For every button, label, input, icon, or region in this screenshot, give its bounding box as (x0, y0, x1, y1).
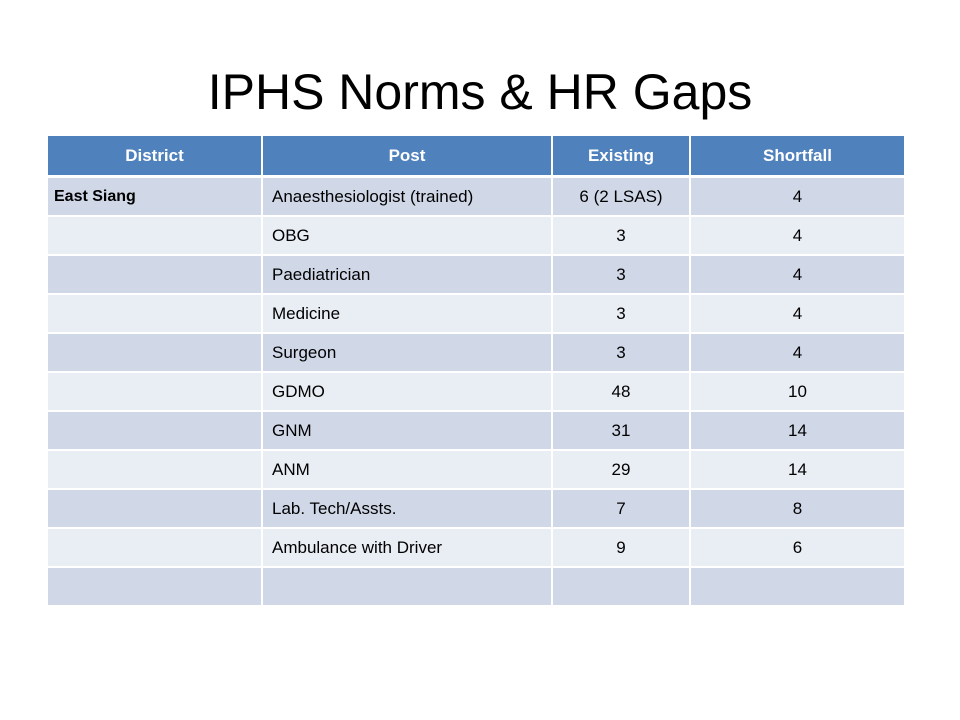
cell-existing: 9 (552, 528, 690, 567)
cell-district: East Siang (48, 177, 262, 217)
table-row (48, 528, 904, 567)
cell-existing: 31 (552, 411, 690, 450)
cell-shortfall: 4 (690, 333, 904, 372)
table-row (48, 177, 904, 217)
cell-existing: 3 (552, 333, 690, 372)
table-row (48, 567, 904, 606)
cell-shortfall: 4 (690, 177, 904, 217)
cell-district (48, 528, 262, 567)
table-row (48, 411, 904, 450)
cell-post: ANM (262, 450, 552, 489)
cell-post: Ambulance with Driver (262, 528, 552, 567)
cell-district (48, 294, 262, 333)
cell-post: GNM (262, 411, 552, 450)
column-header-district: District (48, 136, 262, 177)
cell-existing: 6 (2 LSAS) (552, 177, 690, 217)
cell-existing: 3 (552, 255, 690, 294)
cell-shortfall: 6 (690, 528, 904, 567)
cell-shortfall: 14 (690, 450, 904, 489)
cell-district (48, 372, 262, 411)
cell-shortfall: 8 (690, 489, 904, 528)
table-row (48, 450, 904, 489)
cell-existing: 29 (552, 450, 690, 489)
cell-district (48, 255, 262, 294)
cell-shortfall: 4 (690, 255, 904, 294)
cell-existing: 48 (552, 372, 690, 411)
column-header-existing: Existing (552, 136, 690, 177)
cell-district (48, 333, 262, 372)
cell-post: Lab. Tech/Assts. (262, 489, 552, 528)
cell-post: Anaesthesiologist (trained) (262, 177, 552, 217)
column-header-shortfall: Shortfall (690, 136, 904, 177)
cell-district (48, 411, 262, 450)
table-row (48, 216, 904, 255)
cell-post (262, 567, 552, 606)
cell-shortfall (690, 567, 904, 606)
table-row (48, 333, 904, 372)
table-header-row (48, 136, 904, 177)
cell-existing: 3 (552, 216, 690, 255)
cell-shortfall: 14 (690, 411, 904, 450)
table-row (48, 489, 904, 528)
cell-existing: 7 (552, 489, 690, 528)
cell-shortfall: 4 (690, 216, 904, 255)
table-row (48, 255, 904, 294)
cell-shortfall: 4 (690, 294, 904, 333)
cell-district (48, 489, 262, 528)
cell-post: OBG (262, 216, 552, 255)
cell-district (48, 450, 262, 489)
column-header-post: Post (262, 136, 552, 177)
cell-district (48, 216, 262, 255)
cell-post: Paediatrician (262, 255, 552, 294)
table-row (48, 372, 904, 411)
cell-district (48, 567, 262, 606)
cell-post: GDMO (262, 372, 552, 411)
cell-post: Surgeon (262, 333, 552, 372)
table-row (48, 294, 904, 333)
page-title: IPHS Norms & HR Gaps (207, 64, 753, 120)
cell-shortfall: 10 (690, 372, 904, 411)
cell-existing: 3 (552, 294, 690, 333)
cell-existing (552, 567, 690, 606)
cell-post: Medicine (262, 294, 552, 333)
hr-gaps-table (48, 136, 904, 607)
